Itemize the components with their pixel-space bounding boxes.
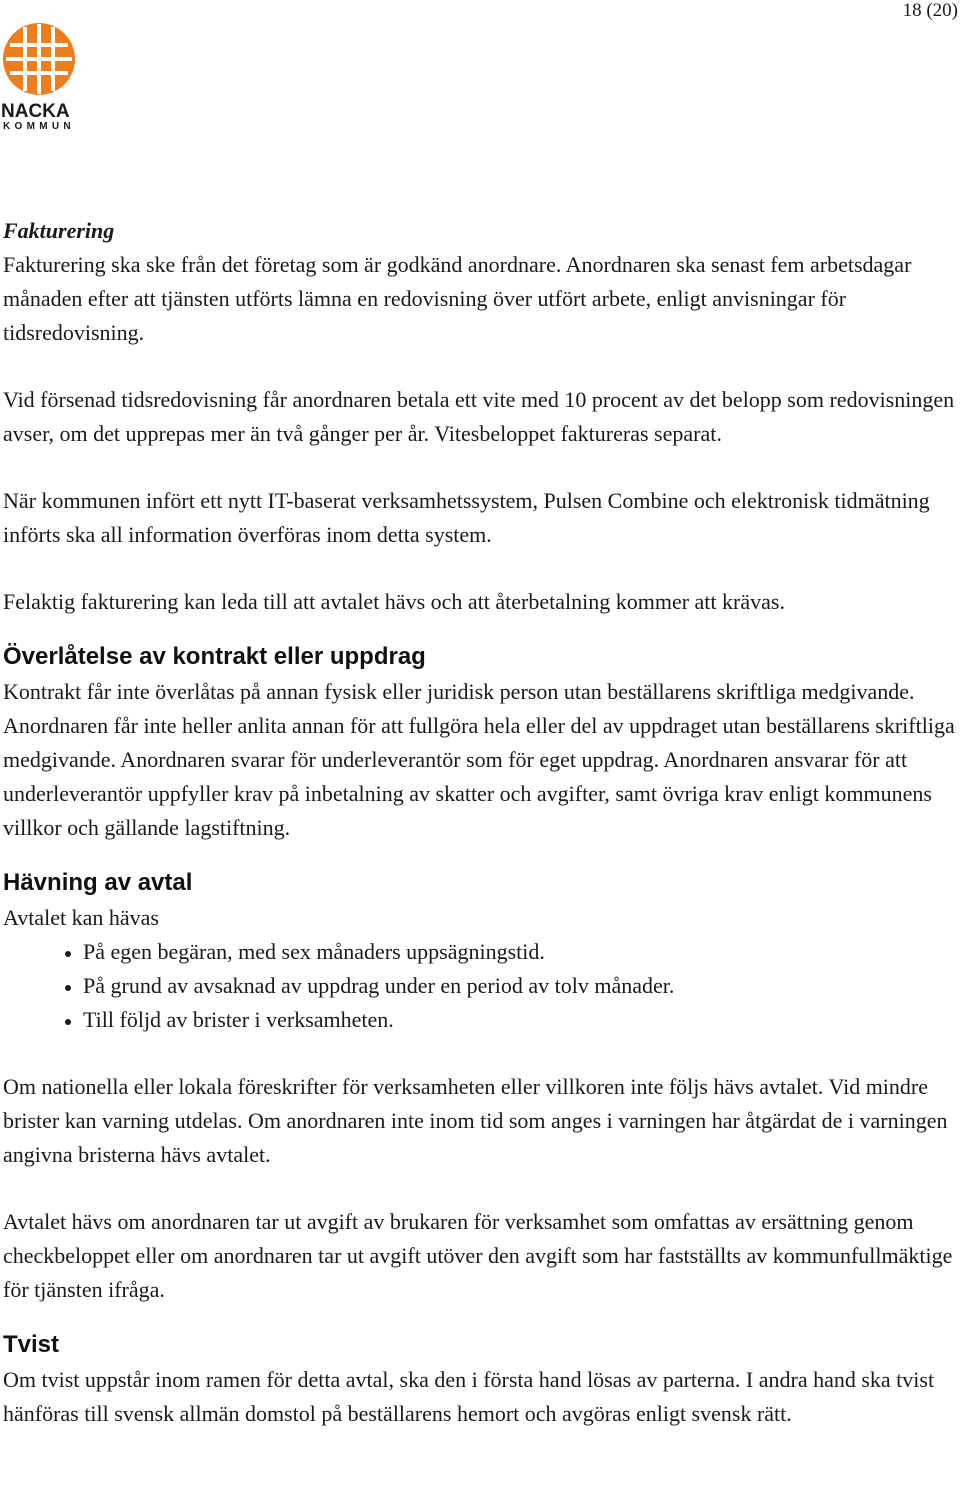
- logo-emblem-icon: [0, 22, 80, 102]
- section-title-fakturering: Fakturering: [3, 218, 115, 243]
- heading-havning: Hävning av avtal: [3, 869, 193, 896]
- list-item: • På grund av avsaknad av uppdrag under en period av tolv månader.: [83, 969, 960, 1003]
- paragraph: Fakturering ska ske från det företag som är godkänd anordnare. Anordnaren ska senast fem arbetsdagar månaden efter att tjänsten utförts lämna en redovisning över utfört arbete, enligt anvisningar för tidsredovisning.: [3, 252, 912, 345]
- paragraph: Kontrakt får inte överlåtas på annan fysisk eller juridisk person utan beställarens skriftliga medgivande. Anordnaren får inte heller anlita annan för att fullgöra hela eller del av uppdraget utan beställarens skriftliga medgivande. Anordnaren svarar för underleverantör som för eget uppdrag. Anordnaren ansvarar för att underleverantör uppfyller krav på inbetalning av skatter och avgifter, samt övriga krav enligt kommunens villkor och gällande lagstiftning.: [3, 679, 955, 840]
- logo-text-kommun: KOMMUN: [3, 121, 75, 132]
- heading-overlatelse: Överlåtelse av kontrakt eller uppdrag: [3, 643, 426, 670]
- list-item: • Till följd av brister i verksamheten.: [83, 1003, 960, 1037]
- paragraph: Om nationella eller lokala föreskrifter för verksamheten eller villkoren inte följs hävs avtalet. Vid mindre brister kan varning utdelas. Om anordnaren inte inom tid som anges i varningen har åtgärdat de i varningen angivna bristerna hävs avtalet.: [3, 1074, 948, 1167]
- logo-text-nacka: NACKA: [1, 101, 70, 122]
- paragraph: Vid försenad tidsredovisning får anordnaren betala ett vite med 10 procent av det belopp som redovisningen avser, om det upprepas mer än två gånger per år. Vitesbeloppet faktureras separat.: [3, 387, 955, 446]
- paragraph: Avtalet kan hävas: [3, 905, 159, 930]
- paragraph: Avtalet hävs om anordnaren tar ut avgift av brukaren för verksamhet som omfattas av ersättning genom checkbeloppet eller om anordnaren tar ut avgift utöver den avgift som har fastställts av kommunfullmäktige för tjänsten ifråga.: [3, 1209, 953, 1302]
- heading-tvist: Tvist: [3, 1331, 60, 1358]
- document-body: [3, 214, 960, 1431]
- termination-list: [3, 935, 960, 1037]
- paragraph: Om tvist uppstår inom ramen för detta avtal, ska den i första hand lösas av parterna. I andra hand ska tvist hänföras till svensk allmän domstol på beställarens hemort och avgöras enligt svensk rätt.: [3, 1367, 935, 1426]
- page-number: 18 (20): [902, 0, 958, 21]
- list-item: • På egen begäran, med sex månaders uppsägningstid.: [83, 935, 960, 969]
- paragraph: När kommunen infört ett nytt IT-baserat verksamhetssystem, Pulsen Combine och elektronisk tidmätning införts ska all information överföras inom detta system.: [3, 488, 930, 547]
- paragraph: Felaktig fakturering kan leda till att avtalet hävs och att återbetalning kommer att krävas.: [3, 589, 785, 614]
